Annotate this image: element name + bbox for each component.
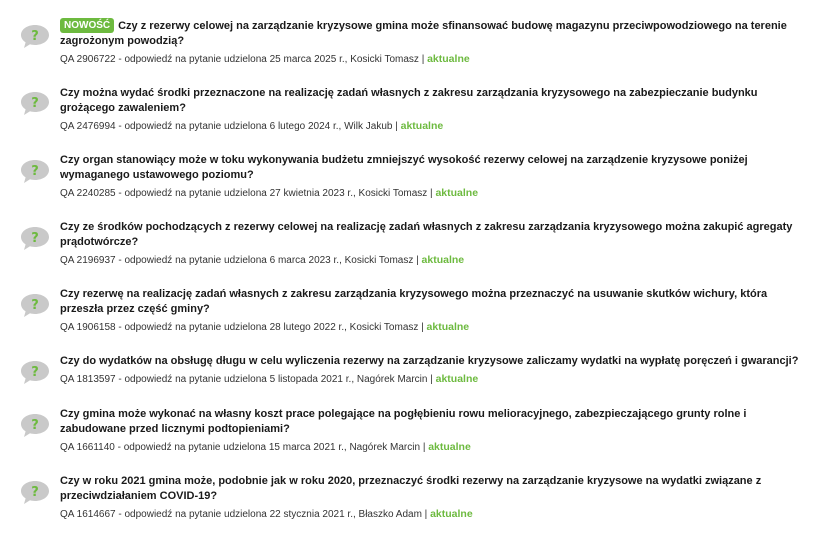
qa-meta [60, 253, 800, 268]
qa-meta-text: QA 1813597 - odpowiedź na pytanie udzielona 5 listopada 2021 r., Nagórek Marcin | [60, 374, 433, 385]
svg-text:?: ? [31, 96, 39, 111]
question-bubble-icon [20, 480, 50, 506]
status-link[interactable]: aktualne [421, 254, 465, 266]
svg-text:?: ? [31, 365, 39, 380]
qa-title-text: Czy rezerwę na realizację zadań własnych z zakresu zarządzania kryzysowego można przeznaczyć na usuwanie skutków wichury, która przeszła przez część gminy? [60, 288, 768, 315]
svg-text:?: ? [31, 164, 39, 179]
qa-title-text: Czy można wydać środki przeznaczone na realizację zadań własnych z zakresu zarządzania kryzysowego na zabezpieczanie budynku grożącego zawaleniem? [60, 87, 758, 114]
qa-title-link[interactable] [60, 407, 800, 437]
qa-title-link[interactable] [60, 474, 800, 504]
qa-meta-text: QA 2476994 - odpowiedź na pytanie udzielona 6 lutego 2024 r., Wilk Jakub | [60, 121, 398, 132]
status-link[interactable]: aktualne [435, 187, 479, 199]
status-link[interactable]: aktualne [428, 441, 471, 453]
qa-title-text: Czy w roku 2021 gmina może, podobnie jak w roku 2020, przeznaczyć środki rezerwy na zarządzanie kryzysowe na wydatki związane z przeciwdziałaniem COVID-19? [60, 475, 762, 502]
qa-title-link[interactable] [60, 287, 800, 317]
question-bubble-icon [20, 360, 50, 386]
qa-title-link[interactable] [60, 18, 800, 49]
question-bubble-icon [20, 226, 50, 252]
new-badge: NOWOŚĆ [60, 18, 114, 33]
status-link[interactable]: aktualne [430, 508, 473, 520]
qa-title-text: Czy ze środków pochodzących z rezerwy celowej na realizację zadań własnych z zakresu zarządzania kryzysowego można zakupić agregaty prądotwórcze? [60, 221, 793, 248]
question-bubble-icon [20, 24, 50, 50]
qa-meta-text: QA 1661140 - odpowiedź na pytanie udzielona 15 marca 2021 r., Nagórek Marcin | [60, 442, 426, 453]
qa-title-link[interactable] [60, 153, 800, 183]
qa-meta [60, 52, 800, 67]
qa-title-link[interactable] [60, 354, 800, 369]
qa-meta [60, 372, 800, 387]
qa-title-text: Czy gmina może wykonać na własny koszt prace polegające na pogłębieniu rowu melioracyjnego, zabezpieczającego grunty rolne i zabudowane przed licznymi podtopieniami? [60, 408, 747, 435]
svg-text:?: ? [31, 298, 39, 313]
qa-meta-text: QA 1906158 - odpowiedź na pytanie udzielona 28 lutego 2022 r., Kosicki Tomasz | [60, 322, 424, 333]
qa-meta-text: QA 2196937 - odpowiedź na pytanie udzielona 6 marca 2023 r., Kosicki Tomasz | [60, 255, 419, 266]
status-link[interactable]: aktualne [426, 321, 470, 333]
svg-text:?: ? [31, 485, 39, 500]
question-bubble-icon [20, 293, 50, 319]
status-link[interactable]: aktualne [427, 53, 470, 65]
qa-meta [60, 186, 800, 201]
qa-meta-text: QA 2240285 - odpowiedź na pytanie udzielona 27 kwietnia 2023 r., Kosicki Tomasz | [60, 188, 433, 199]
qa-title-link[interactable] [60, 86, 800, 116]
svg-text:?: ? [31, 418, 39, 433]
qa-title-text: Czy do wydatków na obsługę długu w celu wyliczenia rezerwy na zarządzanie kryzysowe zaliczamy wydatki na wypłatę poręczeń i gwarancji? [60, 355, 799, 367]
question-bubble-icon [20, 413, 50, 439]
status-link[interactable]: aktualne [400, 120, 444, 132]
qa-meta [60, 440, 800, 455]
qa-meta [60, 507, 800, 522]
status-link[interactable]: aktualne [435, 373, 479, 385]
qa-meta [60, 320, 800, 335]
qa-title-link[interactable] [60, 220, 800, 250]
qa-meta-text: QA 2906722 - odpowiedź na pytanie udzielona 25 marca 2025 r., Kosicki Tomasz | [60, 54, 425, 65]
qa-meta-text: QA 1614667 - odpowiedź na pytanie udzielona 22 stycznia 2021 r., Błaszko Adam | [60, 509, 428, 520]
svg-text:?: ? [31, 231, 39, 246]
svg-text:?: ? [31, 29, 39, 44]
question-bubble-icon [20, 159, 50, 185]
question-bubble-icon [20, 91, 50, 117]
qa-title-text: Czy z rezerwy celowej na zarządzanie kryzysowe gmina może sfinansować budowę magazynu przeciwpowodziowego na terenie zagrożonym powodzią? [60, 20, 787, 47]
qa-meta [60, 119, 800, 134]
qa-title-text: Czy organ stanowiący może w toku wykonywania budżetu zmniejszyć wysokość rezerwy celowej na zarządzenie kryzysowe poniżej wymaganego ustawowego poziomu? [60, 154, 748, 181]
